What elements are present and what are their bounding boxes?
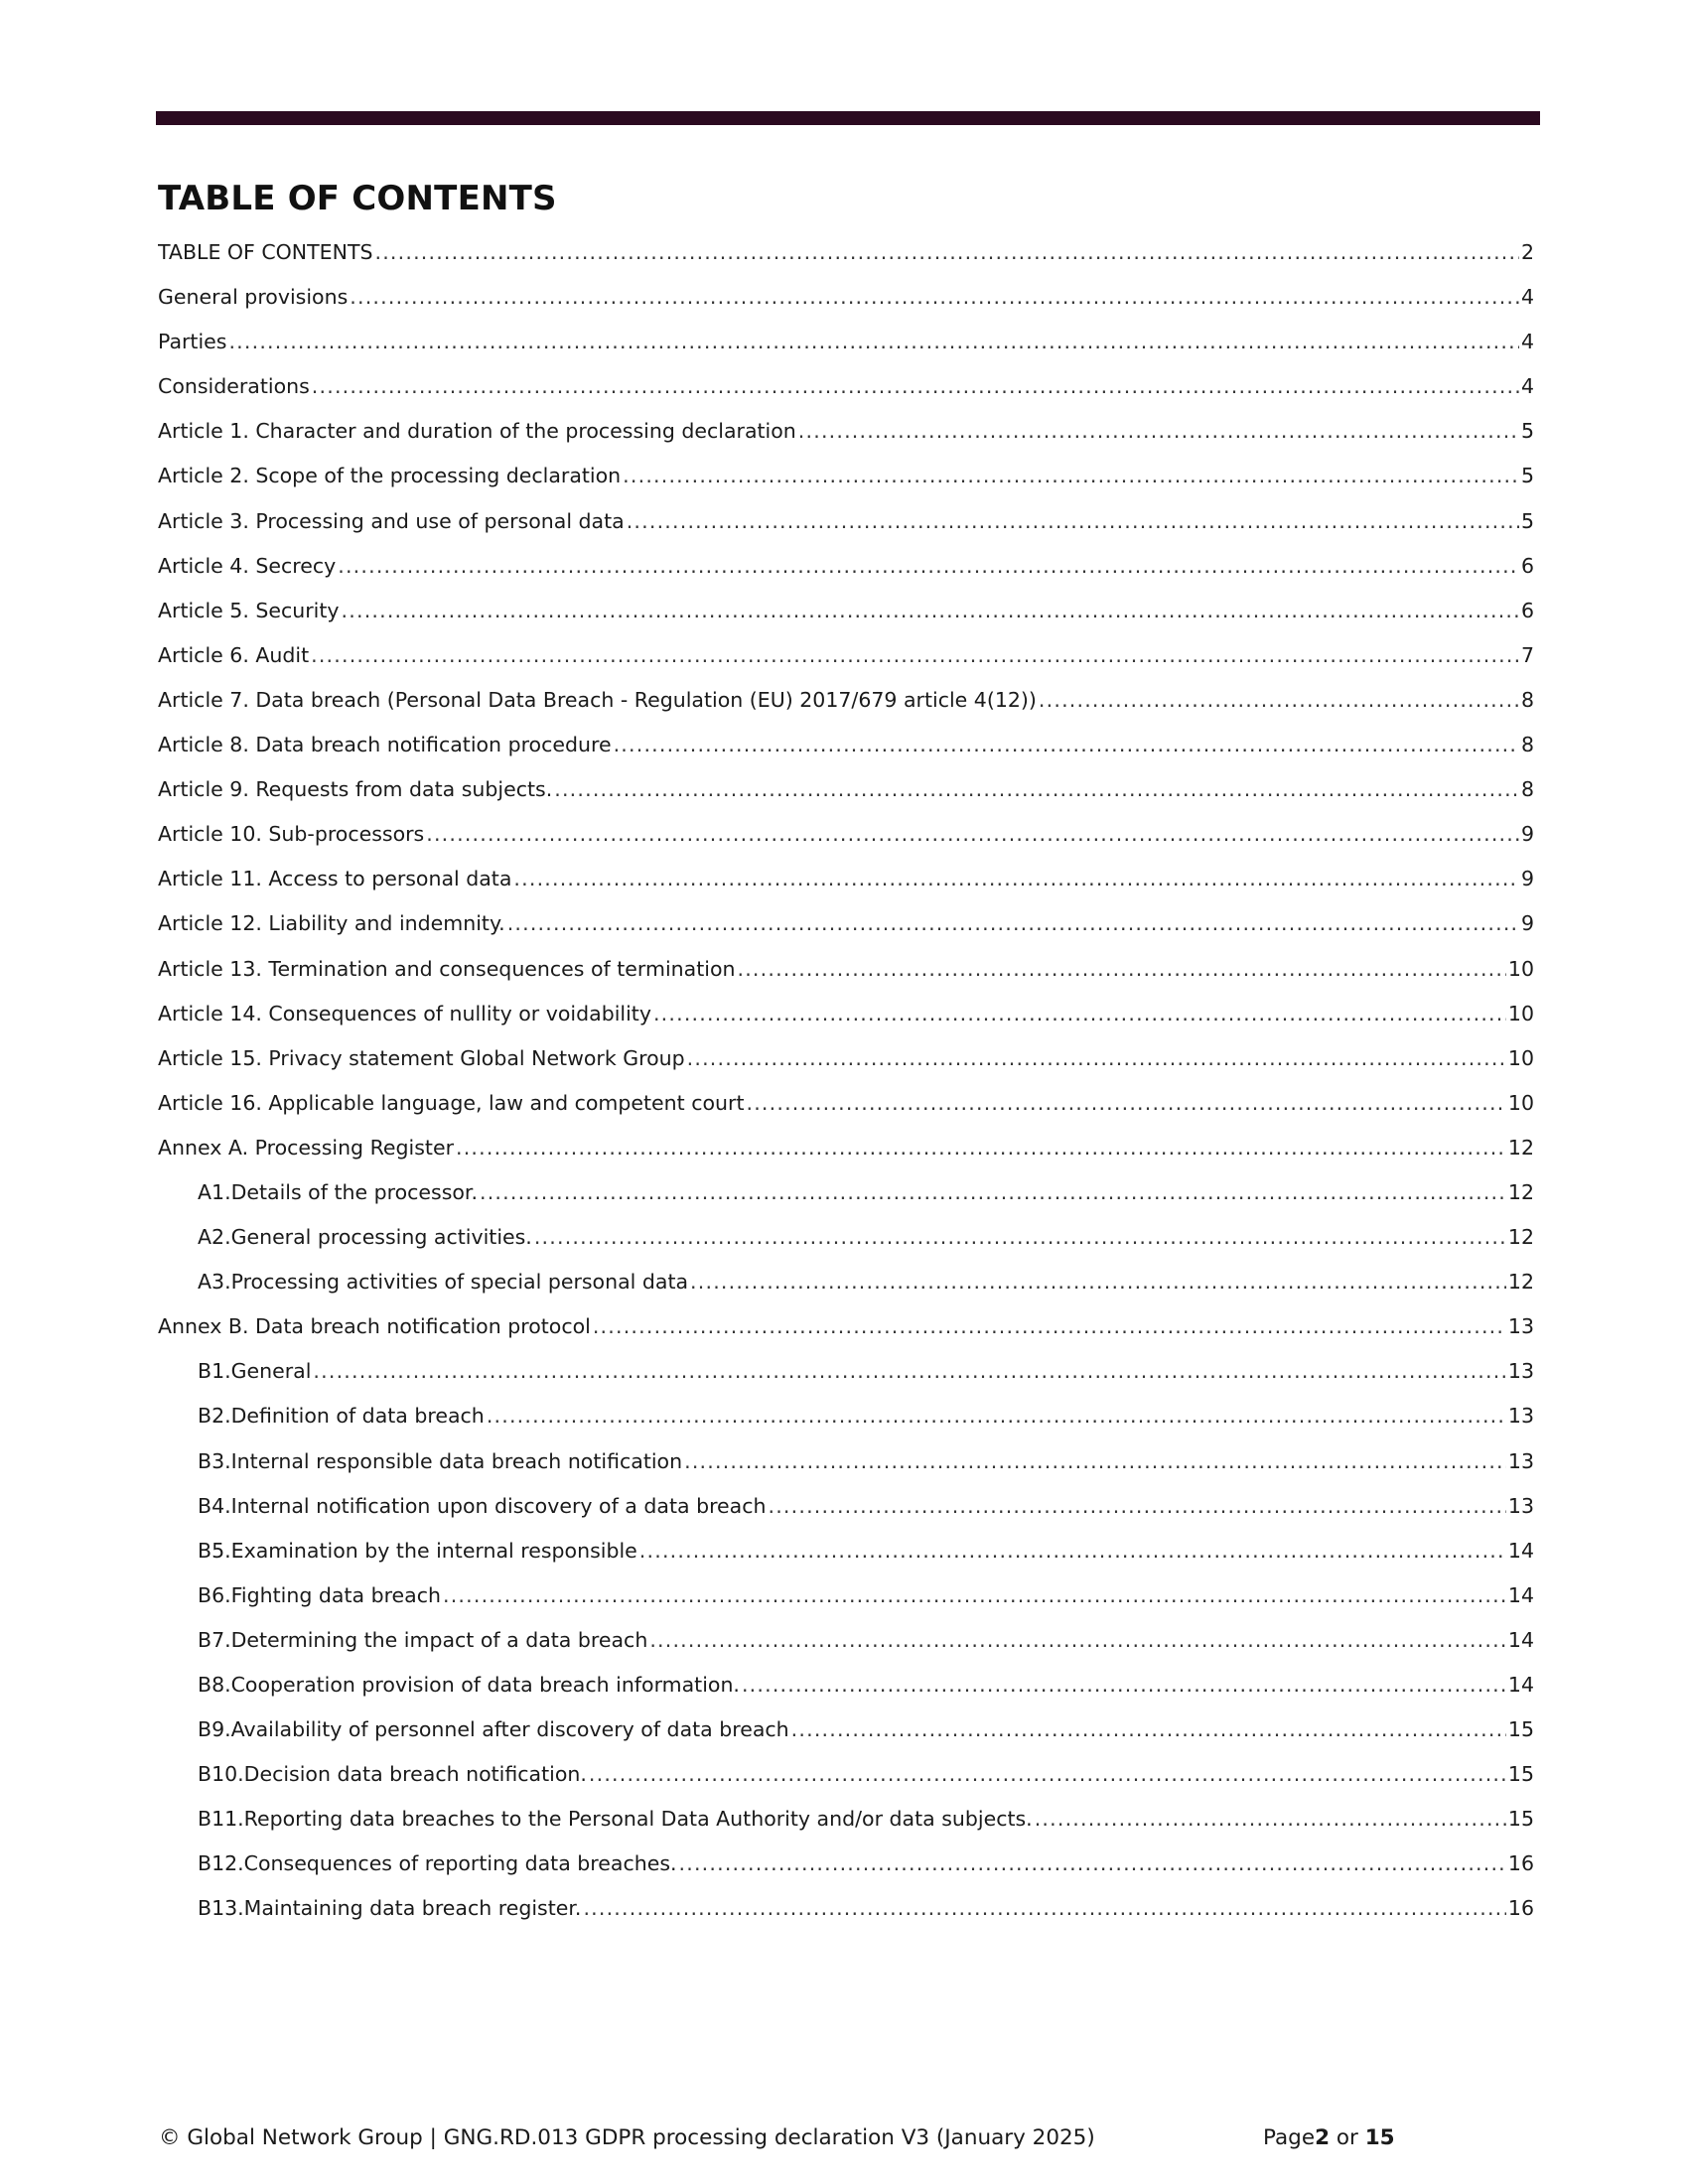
toc-dot-leader <box>742 1668 1506 1702</box>
toc-entry-page: 8 <box>1520 687 1534 712</box>
toc-entry-label: Article 5. Security <box>158 598 340 622</box>
toc-entry[interactable] <box>158 1354 1534 1399</box>
page-title: TABLE OF CONTENTS <box>158 179 557 218</box>
toc-entry[interactable] <box>158 1041 1534 1086</box>
toc-dot-leader <box>737 952 1505 986</box>
toc-entry-page: 16 <box>1507 1851 1534 1876</box>
toc-entry-page: 4 <box>1520 285 1534 310</box>
toc-entry-label: Article 11. Access to personal data <box>158 867 512 891</box>
toc-dot-leader <box>443 1578 1506 1612</box>
toc-entry-label: Article 14. Consequences of nullity or voidability <box>158 1001 651 1025</box>
toc-entry-label: Considerations <box>158 374 310 399</box>
toc-entry-label: Article 6. Audit <box>158 642 310 667</box>
toc-dot-leader <box>690 1265 1506 1298</box>
toc-dot-leader <box>623 459 1519 492</box>
toc-dot-leader <box>350 280 1519 314</box>
toc-entry[interactable] <box>158 235 1534 280</box>
toc-dot-leader <box>684 1444 1506 1478</box>
toc-entry-page: 6 <box>1520 598 1534 622</box>
toc-entry-label: B9.Availability of personnel after discovery of data breach <box>198 1717 789 1742</box>
toc-dot-leader <box>639 1534 1506 1568</box>
toc-entry-page: 2 <box>1520 240 1534 264</box>
toc-entry-page: 8 <box>1520 777 1534 802</box>
toc-entry-page: 5 <box>1520 464 1534 488</box>
toc-entry-label: A2.General processing activities. <box>198 1225 532 1250</box>
toc-dot-leader <box>583 1891 1505 1925</box>
toc-entry[interactable] <box>158 1534 1534 1578</box>
toc-entry[interactable] <box>158 638 1534 683</box>
toc-entry-label: B5.Examination by the internal responsible <box>198 1538 637 1563</box>
toc-entry-label: Article 15. Privacy statement Global Network Group <box>158 1045 685 1070</box>
header-rule <box>156 111 1540 125</box>
toc-entry[interactable] <box>158 1309 1534 1354</box>
toc-entry[interactable] <box>158 1757 1534 1802</box>
toc-dot-leader <box>627 504 1519 538</box>
toc-dot-leader <box>426 817 1519 851</box>
toc-entry-page: 13 <box>1507 1493 1534 1518</box>
toc-entry-label: Parties <box>158 330 227 354</box>
toc-list <box>158 235 1534 1937</box>
toc-entry-page: 8 <box>1520 733 1534 757</box>
toc-dot-leader <box>311 638 1519 672</box>
toc-entry-label: B8.Cooperation provision of data breach information. <box>198 1673 740 1697</box>
toc-entry-label: Article 16. Applicable language, law and competent court <box>158 1090 745 1115</box>
toc-entry[interactable] <box>158 1891 1534 1936</box>
toc-entry-page: 12 <box>1507 1270 1534 1295</box>
toc-entry-page: 9 <box>1520 911 1534 936</box>
toc-entry-page: 10 <box>1507 1045 1534 1070</box>
footer-page-current: 2 <box>1315 2125 1331 2150</box>
toc-entry-label: Annex A. Processing Register <box>158 1135 454 1160</box>
toc-entry[interactable] <box>158 1265 1534 1309</box>
toc-entry-label: Article 8. Data breach notification procedure <box>158 733 612 757</box>
toc-dot-leader <box>342 594 1519 627</box>
toc-entry-label: TABLE OF CONTENTS <box>158 240 373 264</box>
toc-dot-leader <box>513 862 1519 895</box>
toc-dot-leader <box>687 1041 1506 1075</box>
toc-entry-page: 14 <box>1507 1627 1534 1652</box>
toc-entry-label: Article 4. Secrecy <box>158 553 337 578</box>
toc-dot-leader <box>228 325 1518 358</box>
toc-entry-page: 9 <box>1520 822 1534 847</box>
footer-page-number <box>1263 2121 1395 2155</box>
toc-entry-page: 13 <box>1507 1314 1534 1339</box>
toc-dot-leader <box>769 1489 1506 1523</box>
toc-entry[interactable] <box>158 1802 1534 1846</box>
toc-entry[interactable] <box>158 369 1534 414</box>
toc-entry[interactable] <box>158 504 1534 549</box>
toc-dot-leader <box>1035 1802 1506 1836</box>
toc-entry-label: Article 13. Termination and consequences of termination <box>158 956 736 981</box>
toc-dot-leader <box>798 414 1519 448</box>
toc-entry-page: 12 <box>1507 1179 1534 1204</box>
toc-entry-page: 6 <box>1520 553 1534 578</box>
toc-dot-leader <box>1039 683 1519 717</box>
toc-entry-label: Article 9. Requests from data subjects. <box>158 777 553 802</box>
toc-entry-page: 14 <box>1507 1673 1534 1697</box>
toc-entry[interactable] <box>158 1444 1534 1489</box>
toc-dot-leader <box>554 772 1519 806</box>
toc-entry-label: B1.General <box>198 1359 312 1384</box>
toc-entry[interactable] <box>158 1086 1534 1131</box>
toc-entry-label: B7.Determining the impact of a data breach <box>198 1627 648 1652</box>
toc-entry[interactable] <box>158 952 1534 997</box>
toc-dot-leader <box>313 1354 1505 1388</box>
toc-entry[interactable] <box>158 1220 1534 1265</box>
toc-entry-label: B2.Definition of data breach <box>198 1404 485 1429</box>
toc-entry-page: 15 <box>1507 1807 1534 1832</box>
toc-dot-leader <box>679 1846 1506 1880</box>
toc-entry[interactable] <box>158 997 1534 1041</box>
toc-entry[interactable] <box>158 1668 1534 1712</box>
footer-page-separator: or <box>1330 2125 1365 2150</box>
toc-entry-label: General provisions <box>158 285 349 310</box>
toc-dot-leader <box>593 1309 1506 1343</box>
toc-entry-page: 10 <box>1507 1090 1534 1115</box>
toc-entry-page: 14 <box>1507 1582 1534 1607</box>
footer-page-prefix: Page <box>1263 2125 1316 2150</box>
toc-dot-leader <box>374 235 1518 269</box>
toc-entry[interactable] <box>158 594 1534 638</box>
toc-entry[interactable] <box>158 1578 1534 1623</box>
toc-entry[interactable] <box>158 1712 1534 1757</box>
toc-entry[interactable] <box>158 817 1534 862</box>
toc-entry-label: B13.Maintaining data breach register. <box>198 1896 582 1921</box>
toc-entry-page: 7 <box>1520 642 1534 667</box>
toc-entry-page: 5 <box>1520 419 1534 444</box>
toc-entry[interactable] <box>158 325 1534 369</box>
toc-entry[interactable] <box>158 280 1534 325</box>
toc-dot-leader <box>480 1175 1506 1209</box>
toc-entry[interactable] <box>158 683 1534 728</box>
page-footer <box>159 2121 1450 2155</box>
toc-dot-leader <box>456 1131 1506 1164</box>
toc-entry-page: 15 <box>1507 1717 1534 1742</box>
toc-entry-label: B6.Fighting data breach <box>198 1582 441 1607</box>
toc-dot-leader <box>747 1086 1506 1120</box>
toc-entry-page: 12 <box>1507 1135 1534 1160</box>
toc-entry-page: 15 <box>1507 1762 1534 1787</box>
toc-entry-page: 12 <box>1507 1225 1534 1250</box>
toc-entry-label: Article 10. Sub-processors <box>158 822 425 847</box>
toc-entry-label: B4.Internal notification upon discovery of a data breach <box>198 1493 767 1518</box>
toc-entry-label: B10.Decision data breach notification. <box>198 1762 587 1787</box>
toc-entry-label: Article 7. Data breach (Personal Data Breach - Regulation (EU) 2017/679 article 4(12)) <box>158 687 1037 712</box>
toc-dot-leader <box>649 1623 1506 1657</box>
toc-dot-leader <box>614 728 1519 761</box>
toc-entry[interactable] <box>158 728 1534 772</box>
toc-entry-label: Article 1. Character and duration of the processing declaration <box>158 419 796 444</box>
toc-dot-leader <box>338 549 1519 583</box>
toc-entry-label: Article 12. Liability and indemnity. <box>158 911 505 936</box>
footer-copyright: © Global Network Group | GNG.RD.013 GDPR processing declaration V3 (January 2025) <box>159 2125 1095 2150</box>
toc-entry-label: B3.Internal responsible data breach notification <box>198 1448 683 1473</box>
toc-entry-page: 16 <box>1507 1896 1534 1921</box>
toc-entry-page: 13 <box>1507 1359 1534 1384</box>
toc-entry-label: Article 2. Scope of the processing declaration <box>158 464 622 488</box>
toc-entry-page: 4 <box>1520 374 1534 399</box>
toc-entry[interactable] <box>158 1846 1534 1891</box>
toc-entry[interactable] <box>158 862 1534 906</box>
toc-entry-label: Annex B. Data breach notification protocol <box>158 1314 591 1339</box>
toc-entry[interactable] <box>158 414 1534 459</box>
toc-entry[interactable] <box>158 1175 1534 1220</box>
toc-entry-page: 13 <box>1507 1404 1534 1429</box>
toc-entry[interactable] <box>158 1623 1534 1668</box>
toc-entry-page: 5 <box>1520 508 1534 533</box>
toc-entry-label: B11.Reporting data breaches to the Personal Data Authority and/or data subjects. <box>198 1807 1033 1832</box>
toc-entry-page: 10 <box>1507 956 1534 981</box>
toc-dot-leader <box>507 906 1519 940</box>
toc-entry-label: B12.Consequences of reporting data breaches. <box>198 1851 677 1876</box>
toc-entry-label: A3.Processing activities of special personal data <box>198 1270 689 1295</box>
toc-dot-leader <box>589 1757 1506 1791</box>
toc-entry-label: A1.Details of the processor. <box>198 1179 478 1204</box>
toc-dot-leader <box>487 1399 1506 1433</box>
toc-entry[interactable] <box>158 906 1534 951</box>
toc-entry-page: 10 <box>1507 1001 1534 1025</box>
toc-entry[interactable] <box>158 459 1534 503</box>
toc-dot-leader <box>534 1220 1506 1254</box>
toc-entry[interactable] <box>158 1131 1534 1175</box>
toc-entry[interactable] <box>158 1489 1534 1534</box>
toc-entry[interactable] <box>158 772 1534 817</box>
toc-entry-page: 9 <box>1520 867 1534 891</box>
toc-dot-leader <box>653 997 1506 1030</box>
toc-entry[interactable] <box>158 549 1534 594</box>
toc-entry-page: 13 <box>1507 1448 1534 1473</box>
toc-dot-leader <box>312 369 1519 403</box>
toc-dot-leader <box>791 1712 1506 1746</box>
toc-entry-page: 4 <box>1520 330 1534 354</box>
footer-page-total: 15 <box>1364 2125 1395 2150</box>
toc-entry-label: Article 3. Processing and use of personal data <box>158 508 625 533</box>
toc-entry[interactable] <box>158 1399 1534 1443</box>
toc-entry-page: 14 <box>1507 1538 1534 1563</box>
